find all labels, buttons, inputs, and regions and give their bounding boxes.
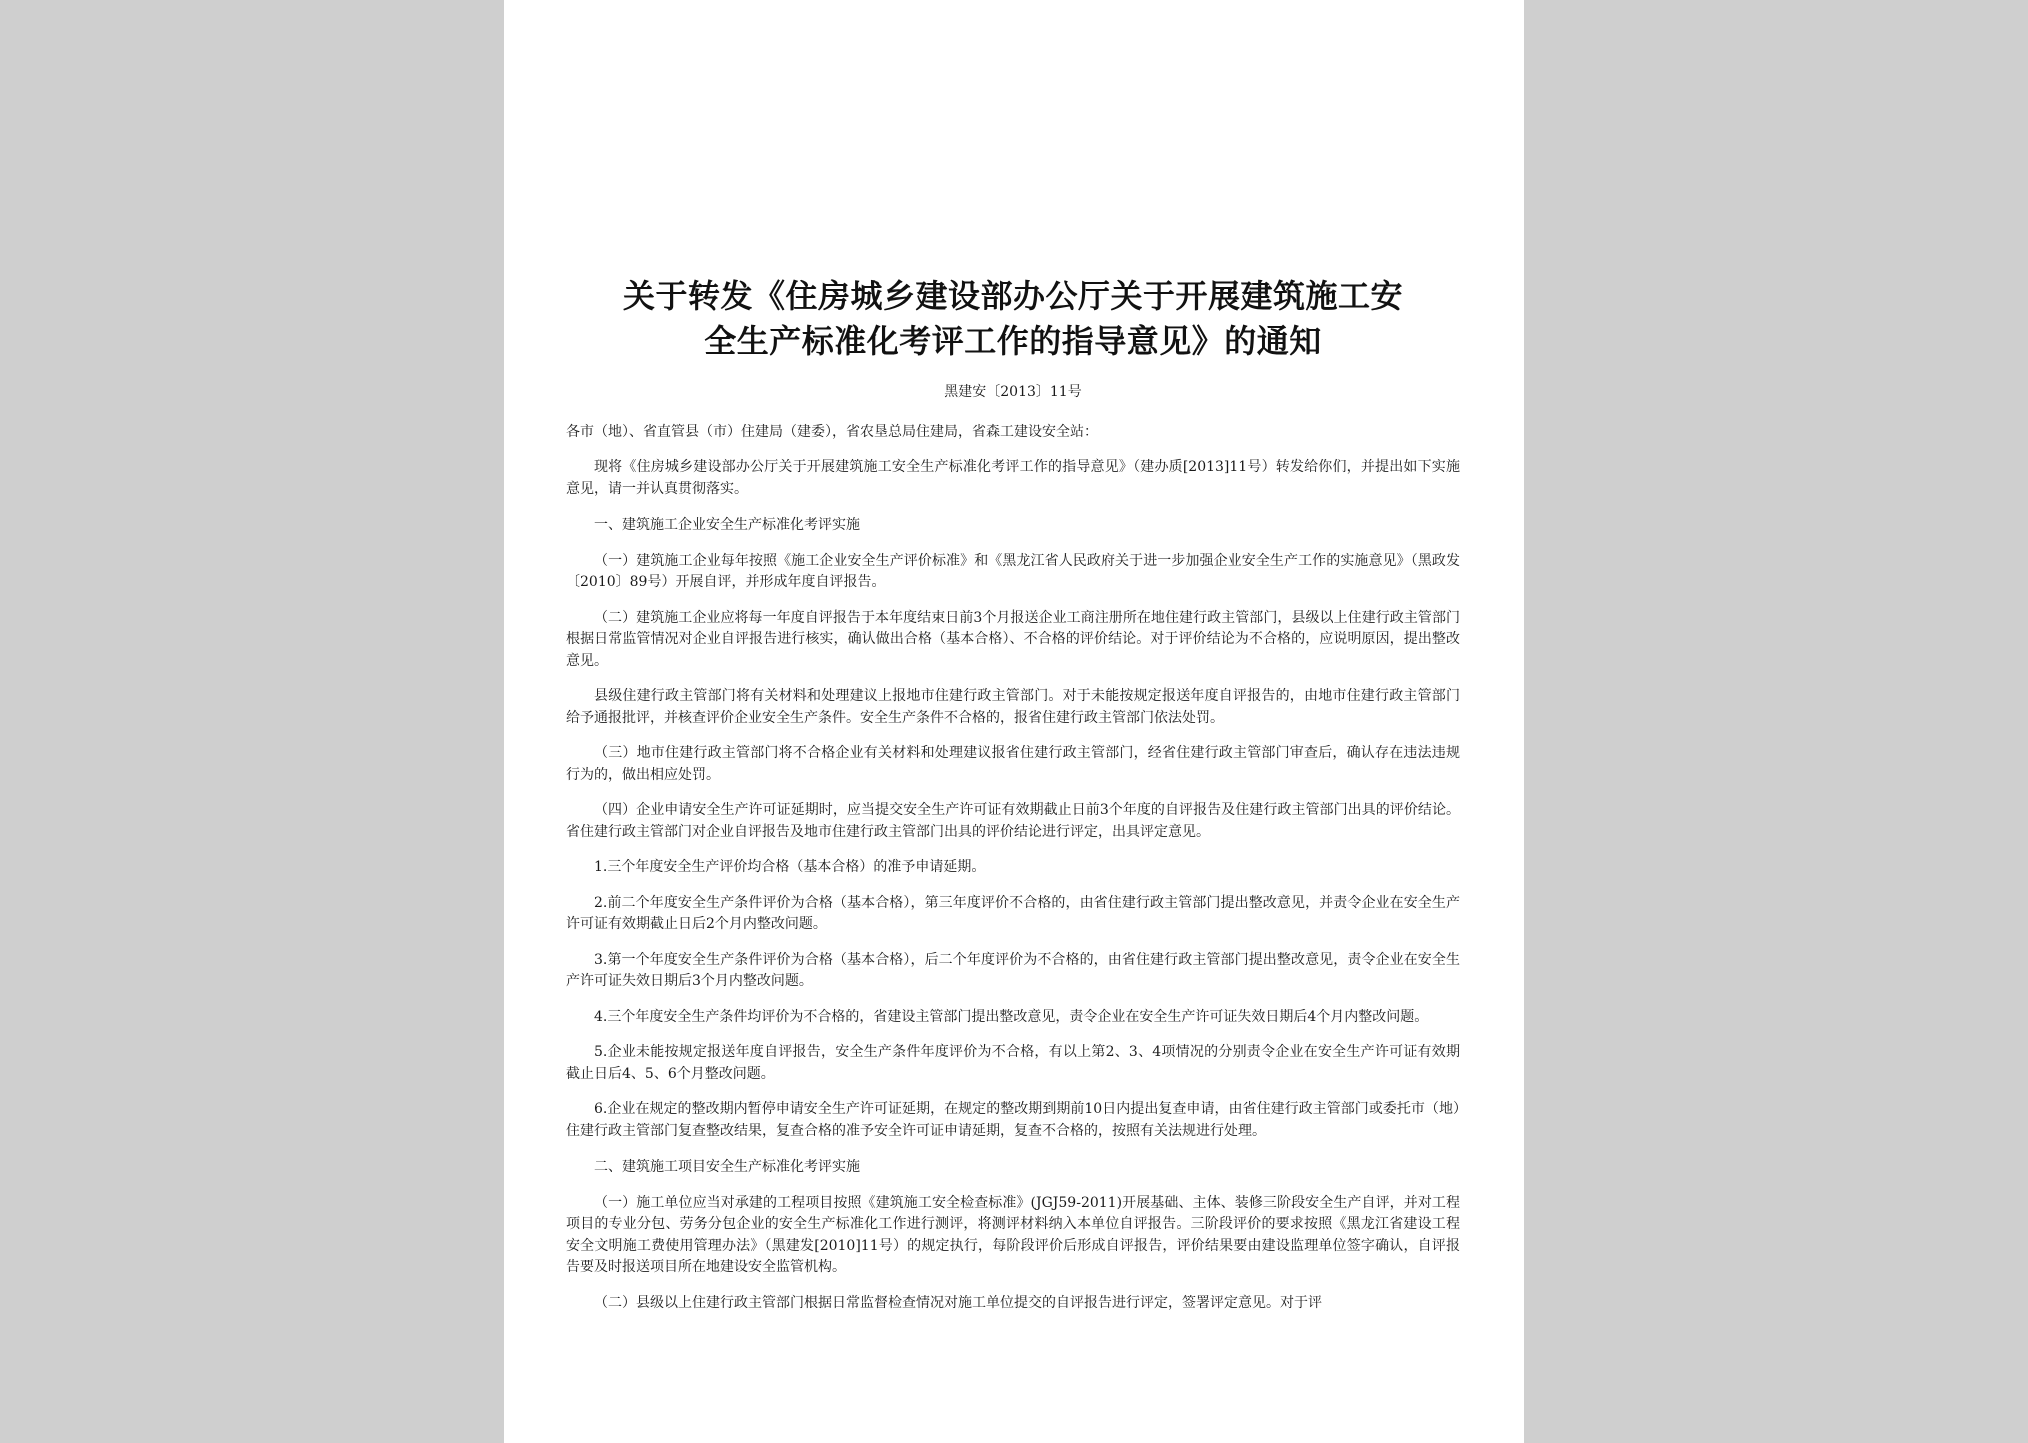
intro-paragraph: 现将《住房城乡建设部办公厅关于开展建筑施工安全生产标准化考评工作的指导意见》（建办质[2013]11号）转发给你们，并提出如下实施意见，请一并认真贯彻落实。 [566, 459, 1460, 497]
section-1-paragraph-4: （三）地市住建行政主管部门将不合格企业有关材料和处理建议报省住建行政主管部门，经省住建行政主管部门审查后，确认存在违法违规行为的，做出相应处罚。 [566, 745, 1460, 783]
section-2-paragraph-2: （二）县级以上住建行政主管部门根据日常监督检查情况对施工单位提交的自评报告进行评定，签署评定意见。对于评 [594, 1294, 1322, 1311]
list-item-1: 1.三个年度安全生产评价均合格（基本合格）的准予申请延期。 [594, 859, 986, 875]
list-item-5: 5.企业未能按规定报送年度自评报告，安全生产条件年度评价为不合格，有以上第2、3、4项情况的分别责令企业在安全生产许可证有效期截止日后4、5、6个月整改问题。 [566, 1044, 1460, 1082]
section-1-paragraph-5: （四）企业申请安全生产许可证延期时，应当提交安全生产许可证有效期截止日前3个年度的自评报告及住建行政主管部门出具的评价结论。省住建行政主管部门对企业自评报告及地市住建行政主管部门出具的评价结论进行评定，出具评定意见。 [566, 802, 1460, 840]
list-item-6: 6.企业在规定的整改期内暂停申请安全生产许可证延期，在规定的整改期到期前10日内提出复查申请，由省住建行政主管部门或委托市（地）住建行政主管部门复查整改结果，复查合格的准予安全许可证申请延期，复查不合格的，按照有关法规进行处理。 [566, 1101, 1460, 1139]
section-1-paragraph-1: （一）建筑施工企业每年按照《施工企业安全生产评价标准》和《黑龙江省人民政府关于进一步加强企业安全生产工作的实施意见》（黑政发〔2010〕89号）开展自评，并形成年度自评报告。 [566, 552, 1460, 590]
list-item-3: 3.第一个年度安全生产条件评价为合格（基本合格），后二个年度评价为不合格的，由省住建行政主管部门提出整改意见，责令企业在安全生产许可证失效日期后3个月内整改问题。 [566, 951, 1460, 989]
list-item-2: 2.前二个年度安全生产条件评价为合格（基本合格），第三年度评价不合格的，由省住建行政主管部门提出整改意见，并责令企业在安全生产许可证有效期截止日后2个月内整改问题。 [566, 894, 1460, 932]
document-title [566, 274, 1460, 364]
document-number: 黑建安〔2013〕11号 [944, 384, 1082, 400]
title-line-2: 全生产标准化考评工作的指导意见》的通知 [704, 322, 1322, 360]
title-line-1: 关于转发《住房城乡建设部办公厅关于开展建筑施工安 [622, 277, 1403, 315]
document-page [504, 0, 1524, 1443]
section-2-heading: 二、建筑施工项目安全生产标准化考评实施 [594, 1159, 860, 1175]
addressee: 各市（地）、省直管县（市）住建局（建委），省农垦总局住建局，省森工建设安全站： [566, 424, 1098, 440]
section-1-heading: 一、建筑施工企业安全生产标准化考评实施 [594, 517, 860, 533]
list-item-4: 4.三个年度安全生产条件均评价为不合格的，省建设主管部门提出整改意见，责令企业在安全生产许可证失效日期后4个月内整改问题。 [594, 1008, 1429, 1025]
section-1-paragraph-2: （二）建筑施工企业应将每一年度自评报告于本年度结束日前3个月报送企业工商注册所在地住建行政主管部门，县级以上住建行政主管部门根据日常监管情况对企业自评报告进行核实，确认做出合格（基本合格）、不合格的评价结论。对于评价结论为不合格的，应说明原因，提出整改意见。 [566, 609, 1460, 669]
section-2-paragraph-1: （一）施工单位应当对承建的工程项目按照《建筑施工安全检查标准》(JGJ59-2011)开展基础、主体、装修三阶段安全生产自评，并对工程项目的专业分包、劳务分包企业的安全生产标准化工作进行测评，将测评材料纳入本单位自评报告。三阶段评价的要求按照《黑龙江省建设工程安全文明施工费使用管理办法》（黑建发[2010]11号）的规定执行，每阶段评价后形成自评报告，评价结果要由建设监理单位签字确认，自评报告要及时报送项目所在地建设安全监管机构。 [566, 1194, 1460, 1275]
section-1-paragraph-3: 县级住建行政主管部门将有关材料和处理建议上报地市住建行政主管部门。对于未能按规定报送年度自评报告的，由地市住建行政主管部门给予通报批评，并核查评价企业安全生产条件。安全生产条件不合格的，报省住建行政主管部门依法处罚。 [566, 688, 1460, 726]
